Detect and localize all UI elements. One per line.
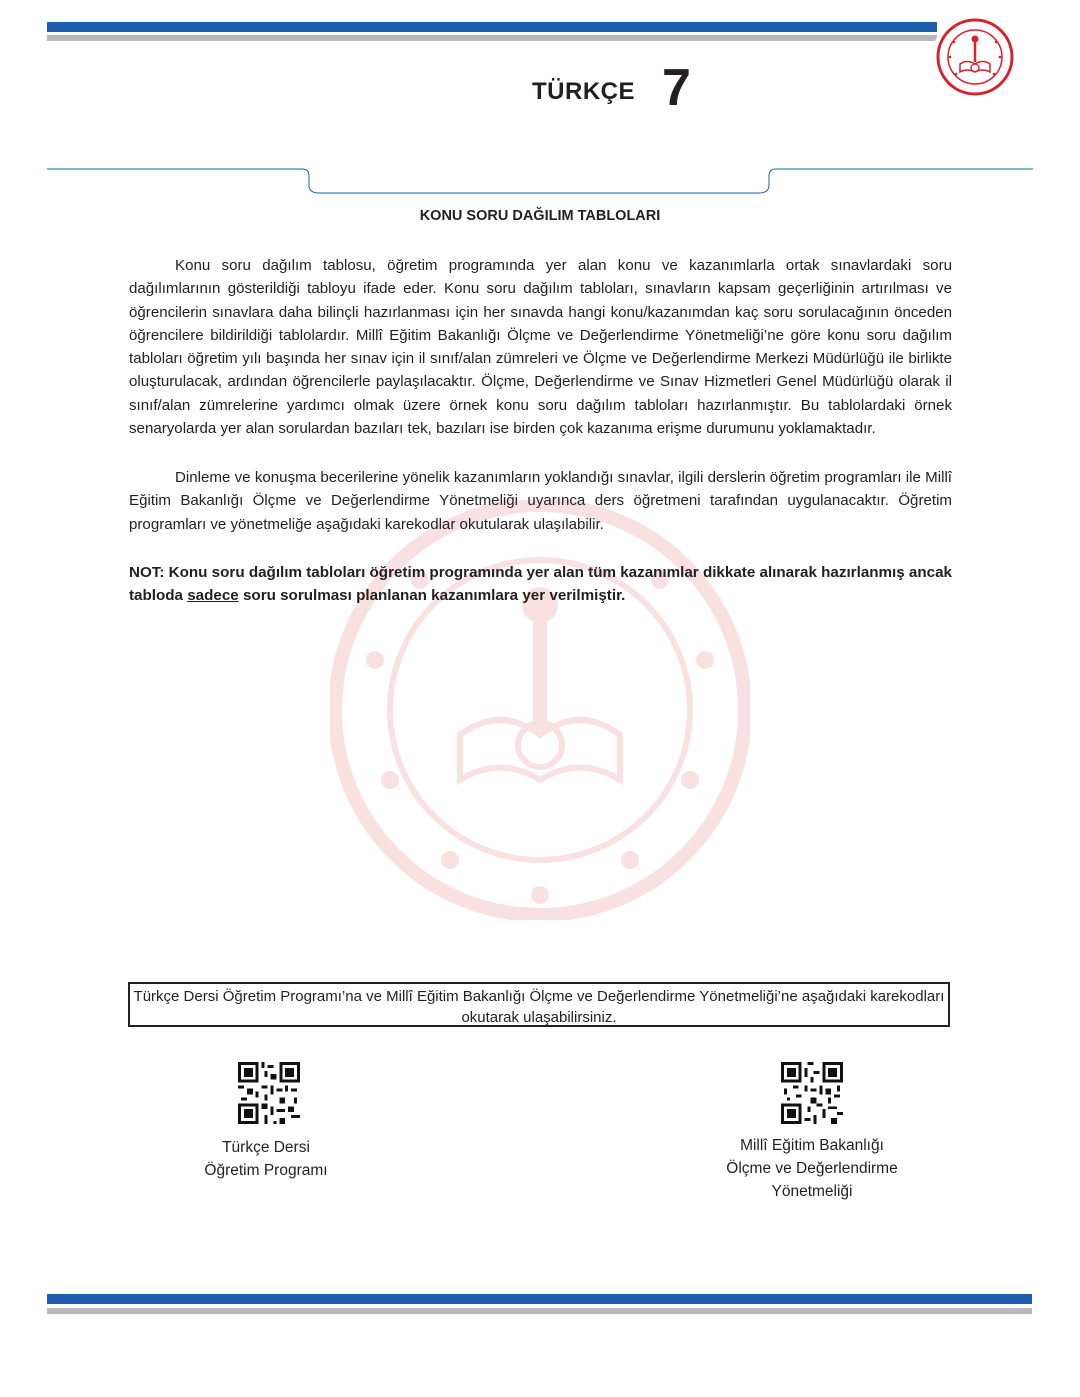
section-title: KONU SORU DAĞILIM TABLOLARI: [419, 208, 661, 224]
bottom-blue-bar: [47, 1294, 1032, 1304]
grade-number: 7: [662, 59, 691, 117]
qr-caption-regulation: [692, 1134, 932, 1203]
body-paragraph-2: Dinleme ve konuşma becerilerine yönelik kazanımların yoklandığı sınavlar, ilgili derslerin öğretim programları ile Millî Eğitim Bakanlığı Ölçme ve Değerlendirme Yönetmeliği uyarınca ders öğretmeni tarafından uygulanacaktır. Öğretim programları ve yönetmeliğe aşağıdaki karekodlar okutularak ulaşılabilir.: [129, 469, 952, 533]
top-gray-bar: [47, 35, 937, 41]
subject-title: TÜRKÇE: [532, 78, 635, 105]
top-blue-bar: [47, 22, 937, 32]
qr-caption-line: Millî Eğitim Bakanlığı: [740, 1137, 884, 1154]
note-paragraph: [129, 561, 952, 608]
bottom-gray-bar: [47, 1308, 1032, 1314]
qr-code-regulation[interactable]: [781, 1062, 843, 1124]
qr-caption-line: Türkçe Dersi: [222, 1139, 310, 1156]
note-emphasis: sadece: [187, 587, 239, 605]
header-divider: [47, 166, 1033, 196]
qr-caption-line: Öğretim Programı: [204, 1162, 328, 1179]
note-text-end: soru sorulması planlanan kazanımlara yer verilmiştir.: [238, 587, 626, 605]
qr-info-box: Türkçe Dersi Öğretim Programı’na ve Millî Eğitim Bakanlığı Ölçme ve Değerlendirme Yönetmeliği’ne aşağıdaki karekodları okutarak ulaşabilirsiniz.: [128, 982, 950, 1027]
note-text-start: NOT: Konu soru dağılım tabloları öğretim programında yer alan tüm kazanımlar dikkate alınarak hazırlanmış ancak tabloda: [129, 564, 952, 605]
qr-code-curriculum[interactable]: [238, 1062, 300, 1124]
qr-caption-line: Yönetmeliği: [771, 1183, 853, 1200]
qr-caption-curriculum: [166, 1136, 366, 1182]
meb-seal-logo: [930, 12, 1020, 102]
qr-caption-line: Ölçme ve Değerlendirme: [726, 1160, 898, 1177]
body-paragraph-1: Konu soru dağılım tablosu, öğretim programında yer alan konu ve kazanımlarla ortak sınavlardaki soru dağılımlarının gösterildiği tabloyu ifade eder. Konu soru dağılım tabloları, sınavların kapsam geçerliğinin artırılması ve öğrencilerin sınavlara daha bilinçli hazırlanması için her sınavda hangi konu/kazanımdan kaç soru sorulacağının önceden öğrencilere bildirildiği tablolardır. Millî Eğitim Bakanlığı Ölçme ve Değerlendirme Yönetmeliği’ne göre konu soru dağılım tabloları öğretim yılı başında her sınav için il sınıf/alan zümreleri ve Ölçme ve Değerlendirme Merkezi Müdürlüğü ile birlikte oluşturulacak, ardından öğrencilerle paylaşılacaktır. Ölçme, Değerlendirme ve Sınav Hizmetleri Genel Müdürlüğü olarak il sınıf/alan zümrelerine yardımcı olmak üzere örnek konu soru dağılım tabloları hazırlanmıştır. Bu tablolardaki örnek senaryolarda yer alan sorulardan bazıları tek, bazıları ise birden çok kazanıma erişme durumunu yoklamaktadır.: [129, 257, 952, 438]
